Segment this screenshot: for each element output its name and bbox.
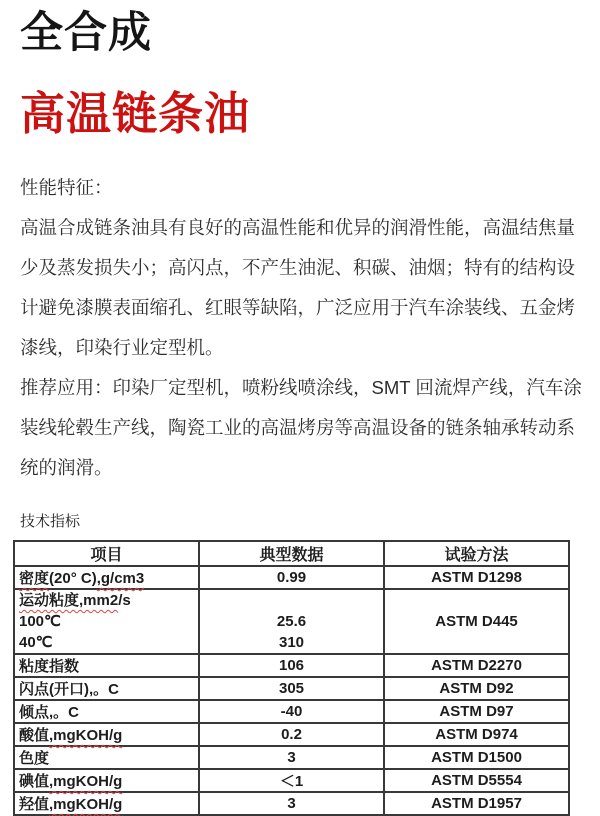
spellcheck-text: ,mgKOH/g [49, 796, 123, 813]
cell-item: 运动粘度,mm2/s 100℃ 40℃ [14, 589, 199, 654]
cell-item-line: 40℃ [19, 634, 53, 651]
table-row-pour-point [14, 700, 569, 723]
cell-value-line: 25.6 [276, 613, 307, 630]
cell-method: ASTM D5554 [384, 769, 569, 792]
table-row-density [14, 566, 569, 589]
product-title-line1: 全合成 [20, 9, 152, 57]
application-paragraph-line: 装线轮毂生产线，陶瓷工业的高温烤房等高温设备的链条轴承转动系 [20, 417, 576, 438]
cell-item: 闪点(开口),。C [14, 677, 199, 700]
cell-method: ASTM D974 [384, 723, 569, 746]
cell-item: 倾点,。C [14, 700, 199, 723]
cell-item: 酸值,mgKOH/g [14, 723, 199, 746]
cell-value: -40 [199, 700, 384, 723]
header-typical-data: 典型数据 [199, 541, 384, 566]
performance-heading: 性能特征： [20, 177, 113, 198]
spec-table-title: 技术指标 [20, 513, 81, 530]
cell-value: 305 [199, 677, 384, 700]
cell-value [199, 589, 384, 654]
cell-item-line: 100℃ [19, 613, 61, 630]
performance-paragraph-line: 漆线，印染行业定型机。 [20, 337, 224, 358]
cell-value: 3 [199, 792, 384, 815]
cell-value: 3 [199, 746, 384, 769]
body-text [20, 168, 582, 488]
cell-method: ASTM D445 [384, 589, 569, 654]
spellcheck-text: 运动粘度,mm2 [19, 592, 119, 609]
cell-method: ASTM D1298 [384, 566, 569, 589]
spellcheck-text: ,g/cm3 [96, 570, 145, 587]
spec-table-header-row [14, 541, 569, 566]
cell-value: ＜1 [199, 769, 384, 792]
spellcheck-text: ,mgKOH/g [49, 727, 123, 744]
cell-item: 粘度指数 [14, 654, 199, 677]
cell-item: 碘值,mgKOH/g [14, 769, 199, 792]
cell-item: 羟值,mgKOH/g [14, 792, 199, 815]
spellcheck-text: ,mgKOH/g [49, 773, 123, 790]
performance-paragraph-line: 高温合成链条油具有良好的高温性能和优异的润滑性能，高温结焦量 [20, 217, 576, 238]
cell-method: ASTM D2270 [384, 654, 569, 677]
header-item: 项目 [14, 541, 199, 566]
table-row-iodine-value [14, 769, 569, 792]
cell-item: 密度(20° C),g/cm3 [14, 566, 199, 589]
table-row-viscosity-index [14, 654, 569, 677]
table-row-color [14, 746, 569, 769]
cell-method: ASTM D97 [384, 700, 569, 723]
performance-paragraph-line: 少及蒸发损失小；高闪点，不产生油泥、积碳、油烟；特有的结构设 [20, 257, 576, 278]
cell-method: ASTM D92 [384, 677, 569, 700]
cell-value: 0.2 [199, 723, 384, 746]
cell-method: ASTM D1957 [384, 792, 569, 815]
cell-method: ASTM D1500 [384, 746, 569, 769]
application-paragraph-line: 推荐应用：印染厂定型机，喷粉线喷涂线，SMT 回流焊产线，汽车涂 [20, 377, 582, 398]
table-row-flash-point [14, 677, 569, 700]
spec-table [13, 540, 570, 816]
cell-value-blank [204, 590, 379, 611]
cell-item: 色度 [14, 746, 199, 769]
table-row-acid-value [14, 723, 569, 746]
header-test-method: 试验方法 [384, 541, 569, 566]
cell-value: 106 [199, 654, 384, 677]
cell-value-line: 310 [278, 634, 305, 651]
table-row-kinematic-viscosity [14, 589, 569, 654]
spellcheck-text: 密度 [19, 570, 50, 587]
cell-value: 0.99 [199, 566, 384, 589]
product-title-line2: 高温链条油 [20, 88, 251, 139]
table-row-hydroxyl-value [14, 792, 569, 815]
application-paragraph-line: 统的润滑。 [20, 457, 113, 478]
performance-paragraph-line: 计避免漆膜表面缩孔、红眼等缺陷，广泛应用于汽车涂装线、五金烤 [20, 297, 576, 318]
